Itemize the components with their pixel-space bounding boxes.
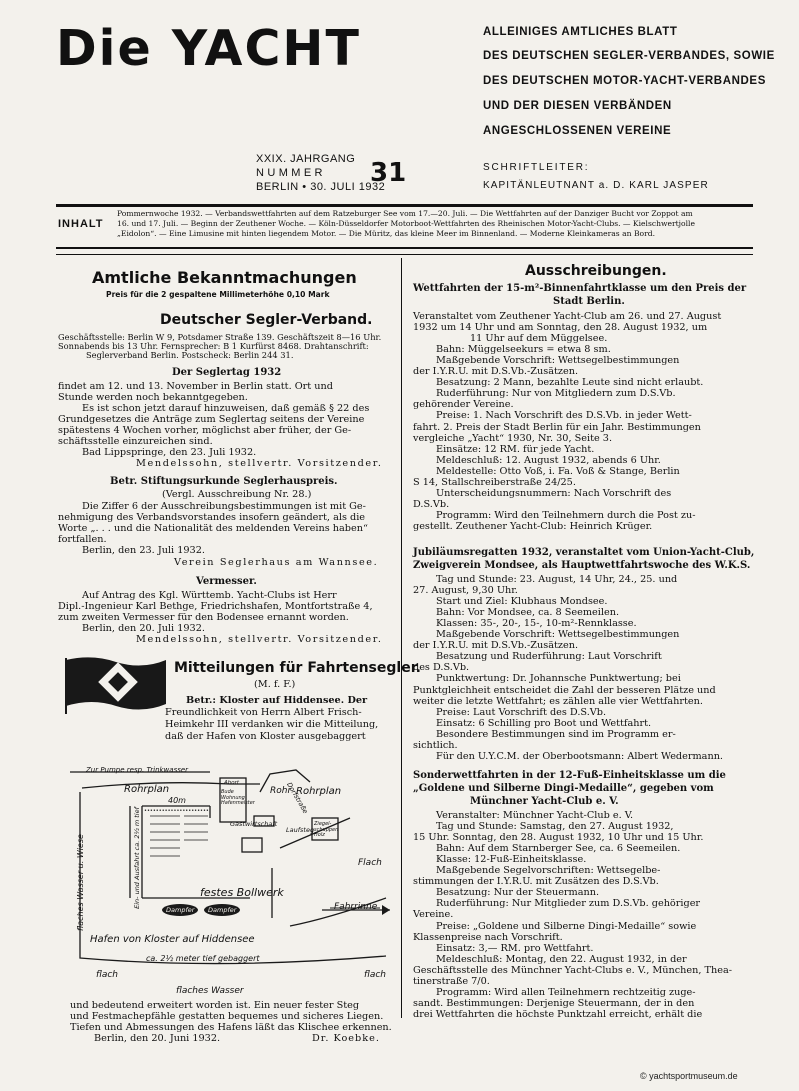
s2-line-10: Punktwertung: Dr. Johannsche Punktwertung; bei [436,673,681,685]
s1-line-2: 1932 um 14 Uhr und am Sonntag, den 28. August 1932, um [413,322,708,334]
seglertag-line-1: findet am 12. und 13. November in Berlin statt. Ort und [58,381,333,392]
masthead-line-2: DES DEUTSCHEN SEGLER-VERBANDES, SOWIE [483,50,775,62]
map-label-depth: 40m [168,796,186,805]
s2-line-6: Maßgebende Vorschrift: Wettsegelbestimmungen [436,629,680,641]
map-label-subtitle: ca. 2½ meter tief gebaggert [146,954,260,963]
masthead-line-5: ANGESCHLOSSENEN VEREINE [483,125,672,137]
inhalt-line-3: „Eidolon“. — Eine Limusine mit hinten liegendem Motor. — Die Müritz, das kleine Meer im Binnenland. — Moderne Kleinkameras an Bord. [117,229,656,238]
s1-line-11: fahrt. 2. Preis der Stadt Berlin für ein Jahr. Bestimmungen [413,421,701,433]
s2-line-2: 27. August, 9,30 Uhr. [413,585,518,597]
harbour-map [60,758,394,978]
dsv-line-2: Sonnabends bis 13 Uhr. Fernsprecher: B 1 Kurfürst 8468. Drahtanschrift: [58,341,369,351]
dsv-line-1: Geschäftsstelle: Berlin W 9, Potsdamer Straße 139. Geschäftszeit 8—16 Uhr. [58,332,382,342]
seglertag-line-7: Bad Lippspringe, den 23. Juli 1932. [82,447,257,458]
masthead-line-3: DES DEUTSCHEN MOTOR-YACHT-VERBANDES [483,75,766,87]
map-label-rohrplan-right: Rohrplan [296,786,342,797]
closing-sign: Dr. Koebke. [312,1033,380,1044]
s2-line-17: Für den U.Y.C.M. der Oberbootsmann: Albert Wedermann. [436,750,724,762]
seglertag-line-6: schäftsstelle einzureichen sind. [58,436,213,447]
s2-line-4: Bahn: Vor Mondsee, ca. 8 Seemeilen. [436,607,620,619]
masthead-line-1: ALLEINIGES AMTLICHES BLATT [483,26,678,38]
inhalt-rule-2 [56,254,753,255]
s3-line-12: Klassenpreise nach Vorschrift. [413,931,563,943]
map-label-ziegelhaus: Ziegel- schuppen Holz [314,821,339,838]
s1-line-6: der I.Y.R.U. mit D.S.Vb.-Zusätzen. [413,366,579,378]
inhalt-rule-1 [56,247,753,249]
s3-line-5: Klasse: 12-Fuß-Einheitsklasse. [436,854,587,866]
s3-line-2: Tag und Stunde: Samstag, den 27. August 1932, [436,821,674,833]
svg-text:••••••••••••••••••••••: •••••••••••••••••••••• [144,808,209,814]
map-label-abort: Abort [224,780,240,786]
s2-line-15: Besondere Bestimmungen sind im Programm er- [436,728,676,740]
schriftleiter-label: SCHRIFTLEITER: [483,162,590,173]
inhalt-line-2: 16. und 17. Juli. — Beginn der Zeuthener Woche. — Köln-Düsseldorfer Motorboot-Wettfahrten des Rheinischen Motor-Yacht-Clubs. — Kielschwertjolle [117,219,695,228]
s3-line-4: Bahn: Auf dem Starnberger See, ca. 6 Seemeilen. [436,843,681,855]
seglertag-sign: Mendelssohn, stellvertr. Vorsitzender. [136,458,383,469]
stiftung-heading: Betr. Stiftungsurkunde Seglerhauspreis. [110,476,338,487]
s3-heading-line-1: Sonderwettfahrten in der 12-Fuß-Einheitsklasse um die [413,770,726,781]
s3-line-9: Ruderführung: Nur Mitglieder zum D.S.Vb. gehöriger [436,898,701,910]
issue-date: BERLIN • 30. JULI 1932 [256,181,386,193]
mitteilungen-heading: Mitteilungen für Fahrtensegler. [174,660,421,676]
s2-line-13: Preise: Laut Vorschrift des D.S.Vb. [436,706,607,718]
s2-heading-line-2: Zweigverein Mondsee, als Hauptwettfahrtswoche des W.K.S. [413,560,751,571]
map-label-rohrplan-left: Rohrplan [124,784,170,795]
vermesser-line-2: Dipl.-Ingenieur Karl Bethge, Friedrichshafen, Montfortstraße 4, [58,601,373,612]
s1-line-3: 11 Uhr auf dem Müggelsee. [470,333,608,345]
s2-heading-line-1: Jubiläumsregatten 1932, veranstaltet vom Union-Yacht-Club, [413,547,755,558]
vermesser-line-1: Auf Antrag des Kgl. Württemb. Yacht-Clubs ist Herr [82,590,337,601]
map-label-fahrrinne: Fahrrinne [334,902,378,912]
s1-line-1: Veranstaltet vom Zeuthener Yacht-Club am 26. und 27. August [413,311,722,322]
s2-line-12: weiter die letzte Wettfahrt; es zählen alle vier Wettfahrten. [413,695,703,707]
s1-line-10: Preise: 1. Nach Vorschrift des D.S.Vb. in jeder Wett- [436,410,692,422]
map-label-flaches-wasser-wiese: flaches Wasser u. Wiese [75,834,85,931]
map-label-bollwerk: festes Bollwerk [200,886,284,899]
s2-line-8: Besatzung und Ruderführung: Laut Vorschrift [436,651,662,663]
s1-line-7: Besatzung: 2 Mann, bezahlte Leute sind nicht erlaubt. [436,377,704,389]
s1-line-8: Ruderführung: Nur von Mitgliedern zum D.S.Vb. [436,388,676,400]
s1-heading-2: Stadt Berlin. [553,296,625,307]
seglertag-line-4: Grundgesetzes die Anträge zum Seglertag seitens der Vereine [58,414,365,425]
dsv-heading: Deutscher Segler-Verband. [160,312,373,328]
map-label-flach-upper: Flach [358,858,382,868]
s2-line-9: des D.S.Vb. [413,662,470,674]
map-label-rohr: Rohr [270,786,292,796]
s2-line-7: der I.Y.R.U. mit D.S.Vb.-Zusätzen. [413,640,579,652]
s1-line-20: gestellt. Zeuthener Yacht-Club: Heinrich Krüger. [413,520,653,532]
copyright-footer: © yachtsportmuseum.de [640,1071,738,1081]
s2-line-14: Einsatz: 6 Schilling pro Boot und Wettfahrt. [436,717,652,729]
s3-line-19: drei Wettfahrten die höchste Punktzahl erreicht, erhält die [413,1008,703,1020]
s1-line-18: D.S.Vb. [413,498,450,510]
s1-line-13: Einsätze: 12 RM. für jede Yacht. [436,443,595,455]
s3-line-16: tinerstraße 7/0. [413,975,490,987]
masthead-title: Die YACHT [56,20,361,77]
fahrtensegler-flag-icon [62,654,170,716]
s1-line-15: Meldestelle: Otto Voß, i. Fa. Voß & Stange, Berlin [436,465,680,477]
s1-heading-1: Wettfahrten der 15-m²-Binnenfahrtklasse um den Preis der [413,283,747,294]
map-label-bude: Bude Wohnung Hafenmeister [221,789,255,806]
issue-jahrgang: XXIX. JAHRGANG [256,153,356,165]
issue-nummer: NUMMER [256,167,326,179]
vermesser-line-3: zum zweiten Vermesser für den Bodensee ernannt worden. [58,612,349,623]
closing-date: Berlin, den 20. Juni 1932. [94,1033,221,1044]
stiftung-line-2: Die Ziffer 6 der Ausschreibungsbestimmungen ist mit Ge- [82,501,366,512]
stiftung-sign: Verein Seglerhaus am Wannsee. [174,557,379,568]
s2-line-3: Start und Ziel: Klubhaus Mondsee. [436,596,608,608]
s3-line-8: Besatzung: Nur der Steuermann. [436,887,600,899]
s3-heading-line-3: Münchner Yacht-Club e. V. [470,796,619,807]
map-label-dampfer-2: Dampfer [208,906,237,914]
stiftung-line-1: (Vergl. Ausschreibung Nr. 28.) [162,489,312,500]
dsv-line-3: Seglerverband Berlin. Postscheck: Berlin 244 31. [86,350,294,360]
map-label-flaches-wasser: flaches Wasser [176,986,244,996]
s2-line-1: Tag und Stunde: 23. August, 14 Uhr, 24., 25. und [436,574,678,585]
masthead-rule [56,204,753,207]
s3-line-1: Veranstalter: Münchner Yacht-Club e. V. [436,810,634,821]
s2-line-16: sichtlich. [413,739,458,751]
s3-line-15: Geschäftsstelle des Münchner Yacht-Clubs e. V., München, Thea- [413,964,733,976]
schriftleiter-name: KAPITÄNLEUTNANT a. D. KARL JASPER [483,180,709,191]
vermesser-line-4: Berlin, den 20. Juli 1932. [82,623,205,634]
s3-line-17: Programm: Wird allen Teilnehmern rechtzeitig zuge- [436,986,696,998]
s3-line-14: Meldeschluß: Montag, den 22. August 1932, in der [436,953,687,965]
s3-line-6: Maßgebende Segelvorschriften: Wettsegelbe- [436,865,661,877]
map-label-gastwirtschaft: Gastwirtschaft [230,820,278,828]
stiftung-line-3: nehmigung des Verbandsvorstandes insofern geändert, als die [58,512,366,523]
map-label-einfahrt: Ein- und Ausfahrt ca. 2½ m tief [132,807,141,909]
seglertag-heading: Der Seglertag 1932 [172,367,282,378]
s3-line-13: Einsatz: 3,— RM. pro Wettfahrt. [436,942,594,954]
inhalt-line-1: Pommernwoche 1932. — Verbandswettfahrten auf dem Ratzeburger See vom 17.—20. Juli. — Die Wettfahrten auf der Danziger Bucht vor Zoppot am [117,209,693,218]
seglertag-line-5: spätestens 4 Wochen vorher, möglichst aber früher, der Ge- [58,425,352,436]
s1-line-16: S 14, Stallschreiberstraße 24/25. [413,476,576,488]
map-label-pumpe: Zur Pumpe resp. Trinkwasser [86,766,189,774]
column-divider [401,258,402,1018]
masthead-line-4: UND DER DIESEN VERBÄNDEN [483,100,672,112]
kloster-line-1: Betr.: Kloster auf Hiddensee. Der [186,695,368,706]
issue-number: 31 [370,158,407,188]
s3-line-7: stimmungen der I.Y.R.U. mit Zusätzen des D.S.Vb. [413,876,659,888]
inhalt-label: INHALT [58,218,104,230]
s1-line-17: Unterscheidungsnummern: Nach Vorschrift des [436,487,672,499]
s2-line-5: Klassen: 35-, 20-, 15-, 10-m²-Rennklasse. [436,618,637,630]
closing-line-1: und bedeutend erweitert worden ist. Ein neuer fester Steg [70,1000,360,1011]
amtliche-subtitle: Preis für die 2 gespaltene Millimeterhöhe 0,10 Mark [106,290,330,299]
kloster-line-3: Heimkehr III verdanken wir die Mitteilung, [165,719,379,730]
kloster-line-2: Freundlichkeit von Herrn Albert Frisch- [165,707,362,718]
s3-line-11: Preise: „Goldene und Silberne Dingi-Medaille“ sowie [436,920,697,932]
stiftung-line-5: fortfallen. [58,534,107,545]
map-label-flach-left: flach [96,970,118,980]
closing-line-3: Tiefen und Abmessungen des Hafens läßt das Klischee erkennen. [70,1022,392,1033]
amtliche-title: Amtliche Bekanntmachungen [92,268,357,287]
s3-line-10: Vereine. [413,909,454,921]
mitteilungen-sub: (M. f. F.) [254,679,296,690]
map-label-dampfer-1: Dampfer [166,906,195,914]
s3-line-18: sandt. Bestimmungen: Derjenige Steuermann, der in den [413,997,695,1009]
s3-heading-line-2: „Goldene und Silberne Dingi-Medaille“, gegeben vom [413,783,714,794]
s1-line-9: gehörender Vereine. [413,399,514,411]
s2-line-11: Punktgleichheit entscheidet die Zahl der besseren Plätze und [413,684,716,696]
map-label-flach-right: flach [364,970,386,980]
stiftung-line-6: Berlin, den 23. Juli 1932. [82,545,205,556]
vermesser-sign: Mendelssohn, stellvertr. Vorsitzender. [136,634,383,645]
vermesser-heading: Vermesser. [196,576,257,587]
seglertag-line-2: Stunde werden noch bekanntgegeben. [58,392,248,403]
ausschreibungen-title: Ausschreibungen. [525,263,667,279]
s3-line-3: 15 Uhr. Sonntag, den 28. August 1932, 10 Uhr und 15 Uhr. [413,832,704,844]
s1-line-14: Meldeschluß: 12. August 1932, abends 6 Uhr. [436,454,661,466]
map-label-title: Hafen von Kloster auf Hiddensee [90,934,255,945]
map-label-laufsteg: Laufsteg [286,826,315,834]
map-label-strasse: Dorfstraße [285,781,310,815]
s1-line-12: vergleiche „Yacht“ 1930, Nr. 30, Seite 3. [413,432,613,444]
s1-line-5: Maßgebende Vorschrift: Wettsegelbestimmungen [436,355,680,367]
s1-line-19: Programm: Wird den Teilnehmern durch die Post zu- [436,509,696,521]
s1-line-4: Bahn: Müggelseekurs = etwa 8 sm. [436,344,611,356]
closing-line-2: und Festmachepfähle gestatten bequemes und sicheres Liegen. [70,1011,384,1022]
stiftung-line-4: Worte „. . . und die Nationalität des meldenden Vereins haben“ [58,523,368,534]
seglertag-line-3: Es ist schon jetzt darauf hinzuweisen, daß gemäß § 22 des [82,403,370,414]
kloster-line-4: daß der Hafen von Kloster ausgebaggert [165,731,366,742]
